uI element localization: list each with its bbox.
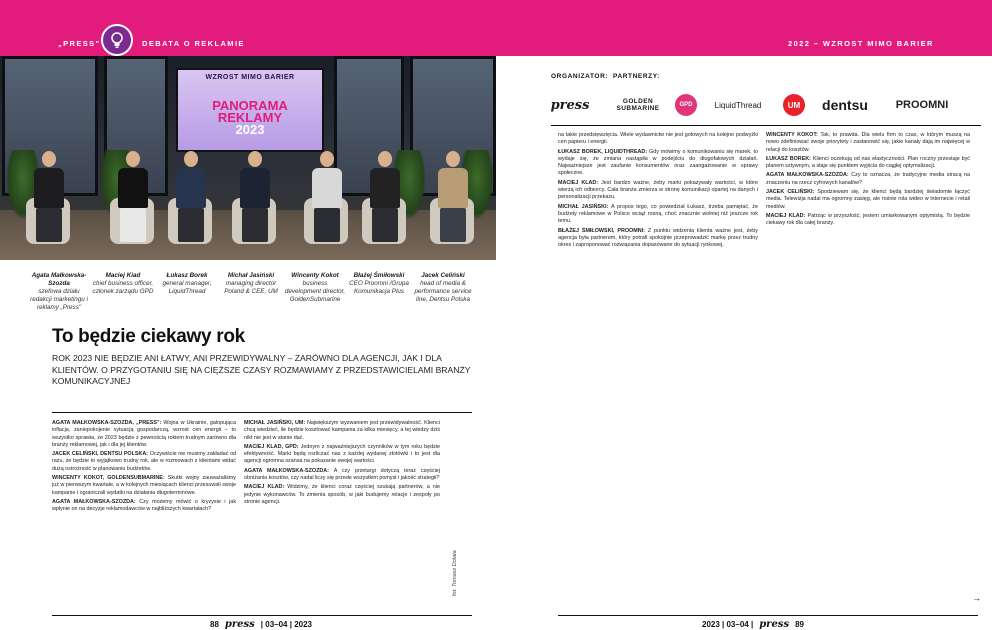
speaker-name: ŁUKASZ BOREK: <box>766 155 813 162</box>
paragraph-text: Jest bardzo ważne, żeby marki pokazywały wartości, w które wierzą ich odbiorcy. Cała branża zmierza w stronę komunikacji opartej na danych i personalizacji przekazu. <box>558 179 758 201</box>
photo-captions <box>28 272 488 312</box>
body-paragraph <box>558 149 758 178</box>
paragraph-text: Widzimy, że klienci coraz częściej szukają partnerów, a nie jedynie wykonawców. To zmienia sposób, w jaki budujemy relacje i zespoły po stronie agencji. <box>244 484 440 505</box>
speaker-name: MICHAŁ JASIŃSKI: <box>558 203 612 210</box>
partners-label: PARTNERZY: <box>613 73 660 80</box>
speaker-name: MACIEJ KLAD: <box>244 484 288 491</box>
speaker-name: MACIEJ KLAD: <box>766 212 808 219</box>
caption: Błażej Śmiłowski CEO Proomni /Grupa Komunikacja Plus <box>349 272 409 295</box>
screen-title: WZROST MIMO BARIER <box>205 74 295 81</box>
gpd-logo: GPD <box>675 94 697 116</box>
panelist <box>174 151 208 242</box>
speaker-name: MACIEJ KLAD, GPD: <box>244 443 301 450</box>
press-logo: press <box>224 619 255 630</box>
article-headline: To będzie ciekawy rok <box>52 326 245 347</box>
footer-rule <box>52 615 472 616</box>
organizer-label: ORGANIZATOR: <box>551 73 609 80</box>
speaker-name: JACEK CELIŃSKI: <box>766 189 818 196</box>
screen-line2: REKLAMY <box>217 110 283 125</box>
stage-screen <box>176 68 324 152</box>
footer-right <box>702 619 804 630</box>
body-column-left-1 <box>52 420 236 610</box>
body-paragraph <box>244 468 440 483</box>
paragraph-text: Skutki wojny zauważaliśmy już w pierwszym kwartale, a w kolejnych miesiącach klienci przesuwali swoje kampanie i ograniczali wydatki na działania długoterminowe. <box>52 475 236 496</box>
body-paragraph <box>52 475 236 497</box>
speaker-name: WINCENTY KOKOT, GOLDENSUBMARINE: <box>52 475 168 482</box>
photo-credit: fot. Tomasz Dolata <box>452 550 458 596</box>
caption: Łukasz Borek general manager, LiquidThread <box>162 272 212 295</box>
paragraph-text: Oczywiście nie musimy zakładać od razu, że będzie to wyjątkowo trudny rok, ale w rozmowach z klientami widać dużą ostrożność w planowaniu budżetów. <box>52 451 237 472</box>
body-paragraph <box>558 132 758 147</box>
paragraph-text: A czy przetargi dotyczą teraz częściej obniżania kosztów, czy nadal liczy się przede wszystkim pomysł i jakość strategii? <box>244 467 440 482</box>
body-paragraph <box>244 420 440 442</box>
speaker-name: AGATA MAŁKOWSKA-SZOZDA: <box>766 172 852 179</box>
panelist <box>32 151 66 242</box>
body-paragraph <box>558 204 758 226</box>
left-page <box>0 56 496 630</box>
speaker-name: AGATA MAŁKOWSKA-SZOZDA, „PRESS": <box>52 420 164 426</box>
speaker-name: JACEK CELIŃSKI, DENTSU POLSKA: <box>52 451 150 458</box>
speaker-name: AGATA MAŁKOWSKA-SZOZDA: <box>244 467 334 474</box>
dentsu-logo: dentsu <box>822 97 868 113</box>
body-paragraph <box>766 213 970 228</box>
right-page <box>496 56 992 630</box>
panel-photo <box>0 56 496 260</box>
press-brand-label: „PRESS" <box>58 38 101 48</box>
body-paragraph <box>52 420 236 449</box>
body-paragraph <box>244 484 440 506</box>
panelist <box>116 151 150 242</box>
um-logo: UM <box>783 94 805 116</box>
paragraph-text: Jednym z najważniejszych czynników w tym roku będzie efektywność. Marki będą rozliczać nas z każdej wydanej złotówki i to jest dla agencji ogromna szansa na pokazanie swojej wartości. <box>244 443 440 465</box>
screen-panorama <box>178 100 322 136</box>
article-lead: ROK 2023 NIE BĘDZIE ANI ŁATWY, ANI PRZEWIDYWALNY – ZARÓWNO DLA AGENCJI, JAK I DLA KLIENTÓW. O PRZYGOTANIU SIĘ NA CIĘŻSZE CZASY ROZMAWIAMY Z PRZEDSTAWICIELAMI BRANŻY KOMUNIKACYJNEJ <box>52 353 471 386</box>
paragraph-text: Gdy mówimy o komunikowaniu się marek, to wydaje się, że zmiana nastąpiła w podejściu do długofalowych działań. Najważniejsze jest zaufanie konsumentów oraz zaangażowanie w sprawy społeczne. <box>558 148 759 177</box>
footer-left <box>210 619 312 630</box>
panelist <box>368 151 402 242</box>
body-column-left-2 <box>244 420 440 610</box>
speaker-name: MACIEJ KLAD: <box>558 179 602 186</box>
body-paragraph <box>52 499 236 514</box>
body-paragraph <box>52 451 236 473</box>
issue-number: | 03–04 | 2023 <box>260 620 312 629</box>
sponsor-row <box>551 73 981 123</box>
speaker-name: ŁUKASZ BOREK, LIQUIDTHREAD: <box>558 148 650 155</box>
body-paragraph <box>766 132 970 154</box>
liquidthread-logo: LiquidThread <box>714 100 762 110</box>
issue-theme-label: 2022 – WZROST MIMO BARIER <box>788 38 934 48</box>
paragraph-text: Spodziewam się, że klienci będą bardziej świadomie łączyć media. Telewizja nadal ma ogromny zasięg, ale rośnie rola wideo w internecie i retail mediów. <box>766 189 970 210</box>
goldensubmarine-logo: GOLDEN SUBMARINE <box>616 98 660 112</box>
paragraph-text: Patrząc w przyszłość, jestem umiarkowanym optymistą. To będzie ciekawy rok dla całej branży. <box>766 212 970 227</box>
paragraph-text: Z punktu widzenia klienta ważne jest, żeby agencja była partnerem, który potrafi spokojnie przeprowadzić markę przez trudny okres i zaproponować rozwiązania dopasowane do sytuacji rynkowej. <box>558 227 758 249</box>
body-paragraph <box>766 189 970 211</box>
screen-line1: PANORAMA <box>212 98 288 113</box>
panelist <box>238 151 272 242</box>
press-logo: press <box>759 619 790 630</box>
caption: Wincenty Kokot business development director, GoldenSubmarine <box>284 272 346 303</box>
caption: Jacek Celiński head of media & performance service line, Dentsu Polska <box>414 272 472 303</box>
speaker-name: WINCENTY KOKOT: <box>766 132 821 138</box>
panelist <box>436 151 470 242</box>
panelist <box>310 151 344 242</box>
body-paragraph <box>244 444 440 466</box>
lightbulb-icon <box>101 24 133 56</box>
body-paragraph <box>766 156 970 171</box>
speaker-name: AGATA MAŁKOWSKA-SZOZDA: <box>52 498 140 505</box>
paragraph-text: Wojna w Ukrainie, galopująca inflacja, zaniepokojenie sytuacją gospodarczą, wzrost cen energii – to wszystko sprawia, że 2023 będzie z pewnością rokiem trudnym zarówno dla branży reklamowej, jak i dla jej klientów. <box>52 420 236 448</box>
body-column-right-1 <box>558 132 758 610</box>
caption: Maciej Kiad chief business officer, członek zarządu GPD <box>92 272 154 295</box>
page-number: 89 <box>795 620 804 629</box>
issue-number: 2023 | 03–04 | <box>702 620 754 629</box>
paragraph-text: Czy możemy mówić o kryzysie i jak wpłynie on na decyzje reklamodawców w najbliższych kwartałach? <box>52 498 237 513</box>
body-paragraph <box>558 180 758 202</box>
body-paragraph <box>766 172 970 187</box>
paragraph-text: Czy to oznacza, że tradycyjne media stracą na znaczeniu na rzecz cyfrowych kanałów? <box>766 172 970 186</box>
caption: Michał Jasiński managing director Poland & CEE, UM <box>224 272 278 295</box>
speaker-name: BŁAŻEJ ŚMIŁOWSKI, PROOMNI: <box>558 227 648 234</box>
paragraph-text: Klienci oczekują od nas elastyczności. Plan roczny przestaje być planem sztywnym, a staje się punktem wyjścia do ciągłej optymalizacji. <box>766 155 971 170</box>
proomni-logo: PROOMNI <box>895 99 949 111</box>
divider <box>551 125 981 126</box>
body-column-right-2 <box>766 132 970 592</box>
press-organizer-logo: press <box>550 97 590 113</box>
divider <box>52 412 472 413</box>
paragraph-text: Największym wyzwaniem jest przewidywalność. Klienci chcą wiedzieć, ile będzie kosztować kampania za kilka miesięcy, a tej wiedzy dziś nikt nie jest w stanie dać. <box>244 420 440 441</box>
paragraph-text: na takie przedsięwzięcia. Wiele wydawnictw nie jest gotowych na kolejne podwyżki cen papieru i energii. <box>558 132 758 146</box>
continue-arrow-icon: → <box>972 593 981 603</box>
caption: Agata Małkowska-Szozda szefowa działu redakcji marketingu i reklamy „Press" <box>30 272 88 311</box>
paragraph-text: A propos tego, co powiedział Łukasz, trzeba pamiętać, że budżety reklamowe w Polsce wciąż rosną, choć znacznie wolniej niż jeszcze rok temu. <box>558 203 758 225</box>
section-label: DEBATA O REKLAMIE <box>142 38 245 48</box>
paragraph-text: Tak, to prawda. Dla wielu firm to czas, w którym muszą na nowo zdefiniować swoje priorytety i zastanowić się, jakie kanały dają im najwięcej w relacji do kosztów. <box>766 132 970 153</box>
footer-rule <box>558 615 978 616</box>
speaker-name: MICHAŁ JASIŃSKI, UM: <box>244 420 307 426</box>
body-paragraph <box>558 228 758 250</box>
page-number: 88 <box>210 620 219 629</box>
screen-line3: 2023 <box>235 122 265 137</box>
